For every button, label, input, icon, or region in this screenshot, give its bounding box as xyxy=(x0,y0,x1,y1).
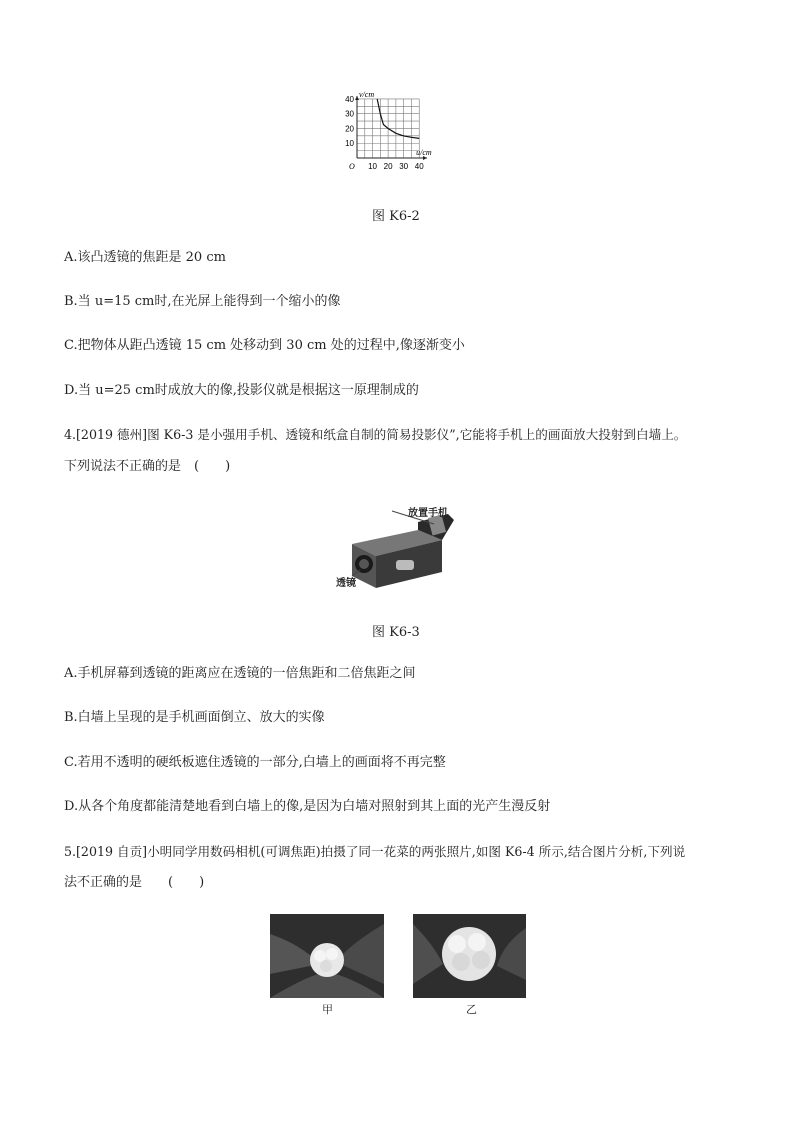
q3-option-d: D.当 u=25 cm时成放大的像,投影仪就是根据这一原理制成的 xyxy=(64,383,419,398)
x-tick-label: 10 xyxy=(368,162,378,171)
uv-curve xyxy=(380,114,419,139)
q4-option-c: C.若用不透明的硬纸板遮住透镜的一部分,白墙上的画面将不再完整 xyxy=(64,755,446,770)
q4-stem-line1: 4.[2019 德州]图 K6-3 是小强用手机、透镜和纸盒自制的简易投影仪”,它能将手机上的画面放大投射到白墙上。 xyxy=(64,427,687,442)
y-axis-label: v/cm xyxy=(359,90,375,99)
photo-jia-label: 甲 xyxy=(322,1003,333,1016)
label-phone: 放置手机 xyxy=(408,508,448,519)
q3-option-c: C.把物体从距凸透镜 15 cm 处移动到 30 cm 处的过程中,像逐渐变小 xyxy=(64,338,465,353)
q4-option-a: A.手机屏幕到透镜的距离应在透镜的一倍焦距和二倍焦距之间 xyxy=(64,666,416,681)
x-tick-label: 40 xyxy=(414,162,424,171)
q3-option-b: B.当 u=15 cm时,在光屏上能得到一个缩小的像 xyxy=(64,294,341,309)
q5-stem-line2: 法不正确的是 ( ) xyxy=(64,875,205,890)
y-tick-label: 10 xyxy=(345,139,354,149)
y-tick-label: 20 xyxy=(345,124,354,134)
x-tick-label: 30 xyxy=(399,162,409,171)
q5-stem-line1: 5.[2019 自贡]小明同学用数码相机(可调焦距)拍摄了同一花菜的两张照片,如图 K6-4 所示,结合图片分析,下列说 xyxy=(64,844,686,859)
photo-yi xyxy=(413,914,526,998)
x-tick-label: 20 xyxy=(383,162,393,171)
q4-option-b: B.白墙上呈现的是手机画面倒立、放大的实像 xyxy=(64,710,325,725)
y-tick-label: 40 xyxy=(345,94,354,104)
figure-k63-caption: 图 K6-3 xyxy=(372,625,420,640)
y-tick-label: 30 xyxy=(345,109,354,119)
origin-label: O xyxy=(349,162,355,171)
photo-jia xyxy=(270,914,384,998)
q4-stem-line2: 下列说法不正确的是 ( ) xyxy=(64,459,231,474)
q3-option-a: A.该凸透镜的焦距是 20 cm xyxy=(64,250,226,265)
x-axis-label: u/cm xyxy=(416,148,432,157)
q4-option-d: D.从各个角度都能清楚地看到白墙上的像,是因为白墙对照射到其上面的光产生漫反射 xyxy=(64,799,551,814)
projector-figure xyxy=(330,500,470,592)
figure-k62-caption: 图 K6-2 xyxy=(372,209,420,224)
uv-graph xyxy=(335,84,455,179)
label-lens: 透镜 xyxy=(336,578,356,589)
photo-yi-label: 乙 xyxy=(466,1003,477,1016)
